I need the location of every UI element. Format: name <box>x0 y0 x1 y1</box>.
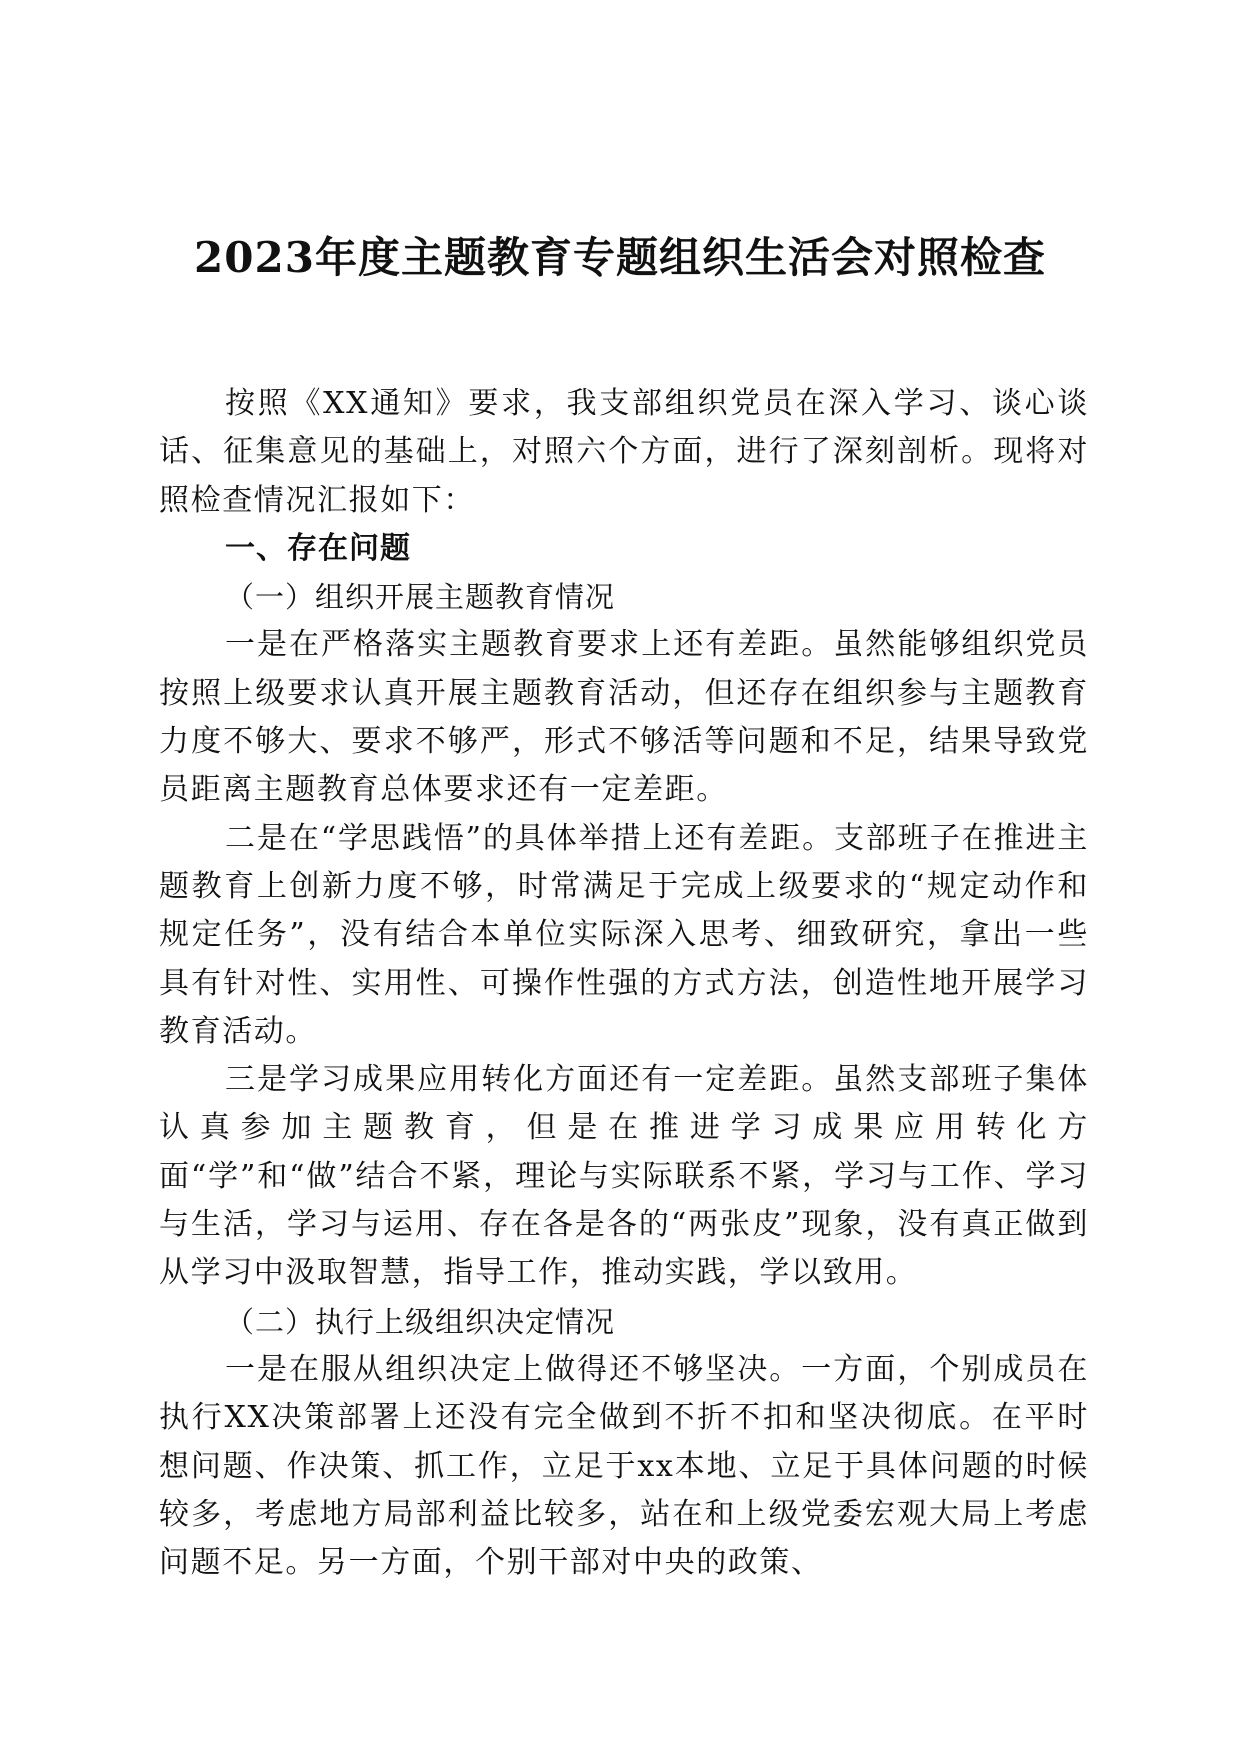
paragraph: 三是学习成果应用转化方面还有一定差距。虽然支部班子集体认真参加主题教育，但是在推进学习成果应用转化方面“学”和“做”结合不紧，理论与实际联系不紧，学习与工作、学习与生活，学习与运用、存在各是各的“两张皮”现象，没有真正做到从学习中汲取智慧，指导工作，推动实践，学以致用。 <box>159 1062 1089 1291</box>
subsection-heading-2: （二）执行上级组织决定情况 <box>225 1304 616 1339</box>
paragraph: 一是在服从组织决定上做得还不够坚决。一方面，个别成员在执行XX决策部署上还没有完全做到不折不扣和坚决彻底。在平时想问题、作决策、抓工作，立足于xx本地、立足于具体问题的时候较多，考虑地方局部利益比较多，站在和上级党委宏观大局上考虑问题不足。另一方面，个别干部对中央的政策、 <box>159 1351 1089 1581</box>
paragraph: 二是在“学思践悟”的具体举措上还有差距。支部班子在推进主题教育上创新力度不够，时常满足于完成上级要求的“规定动作和规定任务”，没有结合本单位实际深入思考、细致研究，拿出一些具有针对性、实用性、可操作性强的方式方法，创造性地开展学习教育活动。 <box>159 820 1089 1049</box>
intro-paragraph: 按照《XX通知》要求，我支部组织党员在深入学习、谈心谈话、征集意见的基础上，对照六个方面，进行了深刻剖析。现将对照检查情况汇报如下： <box>159 386 1089 518</box>
paragraph: 一是在严格落实主题教育要求上还有差距。虽然能够组织党员按照上级要求认真开展主题教育活动，但还存在组织参与主题教育力度不够大、要求不够严，形式不够活等问题和不足，结果导致党员距离主题教育总体要求还有一定差距。 <box>159 627 1089 808</box>
section-heading-problems: 一、存在问题 <box>225 530 411 566</box>
document-body <box>159 380 1089 1587</box>
document-title: 2023年度主题教育专题组织生活会对照检查 <box>194 233 1046 282</box>
subsection-heading-1: （一）组织开展主题教育情况 <box>225 580 616 615</box>
